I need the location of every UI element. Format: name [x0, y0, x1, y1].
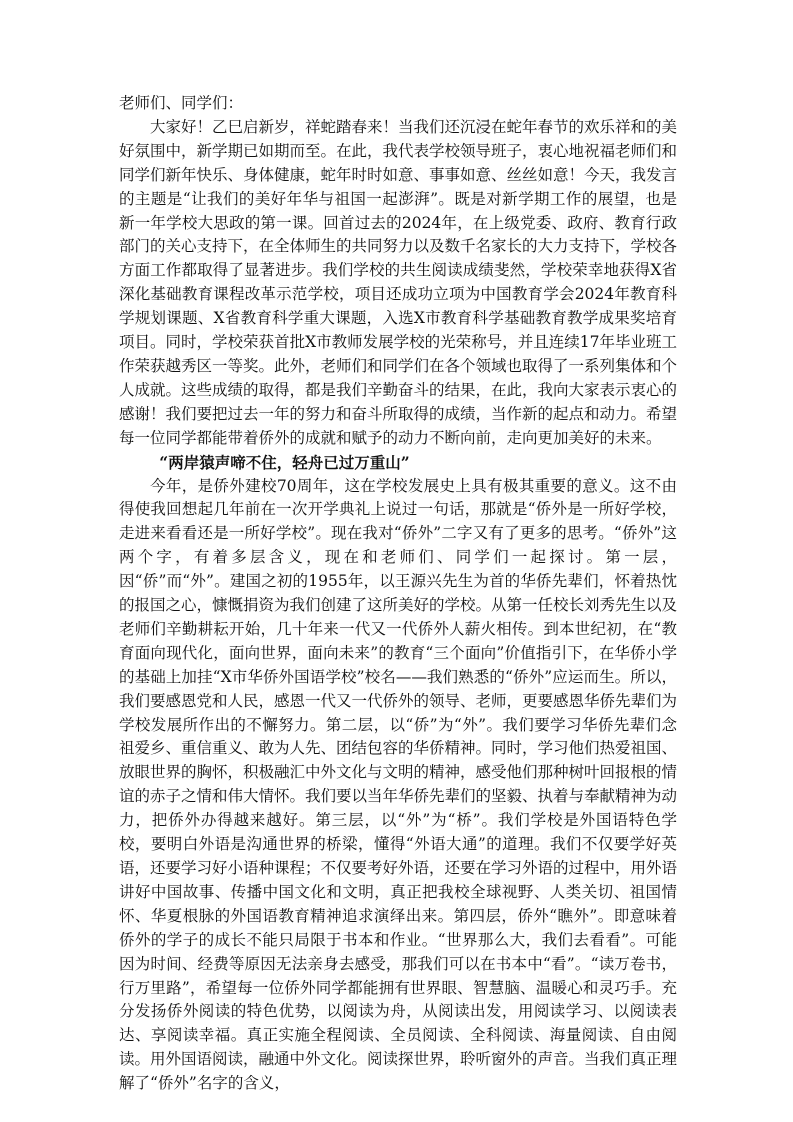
- section-heading: “两岸猿声啼不住，轻舟已过万重山”: [159, 452, 410, 472]
- document-page: [119, 92, 677, 1096]
- salutation: 老师们、同学们：: [119, 94, 244, 112]
- opening-paragraph: 大家好！乙巳启新岁，祥蛇踏春来！当我们还沉浸在蛇年春节的欢乐祥和的美好氛围中，新学期已如期而至。在此，我代表学校领导班子，衷心地祝福老师们和同学们新年快乐、身体健康，蛇年时时如意、事事如意、丝丝如意！今天，我发言的主题是“让我们的美好年华与祖国一起澎湃”。既是对新学期工作的展望，也是新一年学校大思政的第一课。回首过去的2024年，在上级党委、政府、教育行政部门的关心支持下，在全体师生的共同努力以及数千名家长的大力支持下，学校各方面工作都取得了显著进步。我们学校的共生阅读成绩斐然，学校荣幸地获得X省深化基础教育课程改革示范学校，项目还成功立项为中国教育学会2024年教育科学规划课题、X省教育科学重大课题，入选X市教育科学基础教育教学成果奖培育项目。同时，学校荣获首批X市教师发展学校的光荣称号，并且连续17年毕业班工作荣获越秀区一等奖。此外，老师们和同学们在各个领域也取得了一系列集体和个人成就。这些成绩的取得，都是我们辛勤奋斗的结果，在此，我向大家表示衷心的感谢！我们要把过去一年的努力和奋斗所取得的成绩，当作新的起点和动力。希望每一位同学都能带着侨外的成就和赋予的动力不断向前，走向更加美好的未来。: [119, 117, 678, 447]
- section-paragraph: 今年，是侨外建校70周年，这在学校发展史上具有极其重要的意义。这不由得使我回想起几年前在一次开学典礼上说过一句话，那就是“侨外是一所好学校，走进来看看还是一所好学校”。现在我对“侨外”二字又有了更多的思考。“侨外”这两个字，有着多层含义，现在和老师们、同学们一起探讨。第一层，因“侨”而“外”。建国之初的1955年，以王源兴先生为首的华侨先辈们，怀着热忱的报国之心，慷慨捐资为我们创建了这所美好的学校。从第一任校长刘秀先生以及老师们辛勤耕耘开始，几十年来一代又一代侨外人薪火相传。到本世纪初，在“教育面向现代化，面向世界，面向未来”的教育“三个面向”价值指引下，在华侨小学的基础上加挂“X市华侨外国语学校”校名——我们熟悉的“侨外”应运而生。所以，我们要感恩党和人民，感恩一代又一代侨外的领导、老师，更要感恩华侨先辈们为学校发展所作出的不懈努力。第二层，以“侨”为“外”。我们要学习华侨先辈们念祖爱乡、重信重义、敢为人先、团结包容的华侨精神。同时，学习他们热爱祖国、放眼世界的胸怀，积极融汇中外文化与文明的精神，感受他们那种树叶回报根的情谊的赤子之情和伟大情怀。我们要以当年华侨先辈们的坚毅、执着与奉献精神为动力，把侨外办得越来越好。第三层，以“外”为“桥”。我们学校是外国语特色学校，要明白外语是沟通世界的桥梁，懂得“外语大通”的道理。我们不仅要学好英语，还要学习好小语种课程；不仅要考好外语，还要在学习外语的过程中，用外语讲好中国故事、传播中国文化和文明，真正把我校全球视野、人类关切、祖国情怀、华夏根脉的外国语教育精神追求演绎出来。第四层，侨外“瞧外”。即意味着侨外的学子的成长不能只局限于书本和作业。“世界那么大，我们去看看”。可能因为时间、经费等原因无法亲身去感受，那我们可以在书本中“看”。“读万卷书，行万里路”，希望每一位侨外同学都能拥有世界眼、智慧脑、温暖心和灵巧手。充分发扬侨外阅读的特色优势，以阅读为舟，从阅读出发，用阅读学习、以阅读表达、享阅读幸福。真正实施全程阅读、全员阅读、全科阅读、海量阅读、自由阅读。用外国语阅读，融通中外文化。阅读探世界，聆听窗外的声音。当我们真正理解了“侨外”名字的含义，: [119, 476, 678, 1093]
